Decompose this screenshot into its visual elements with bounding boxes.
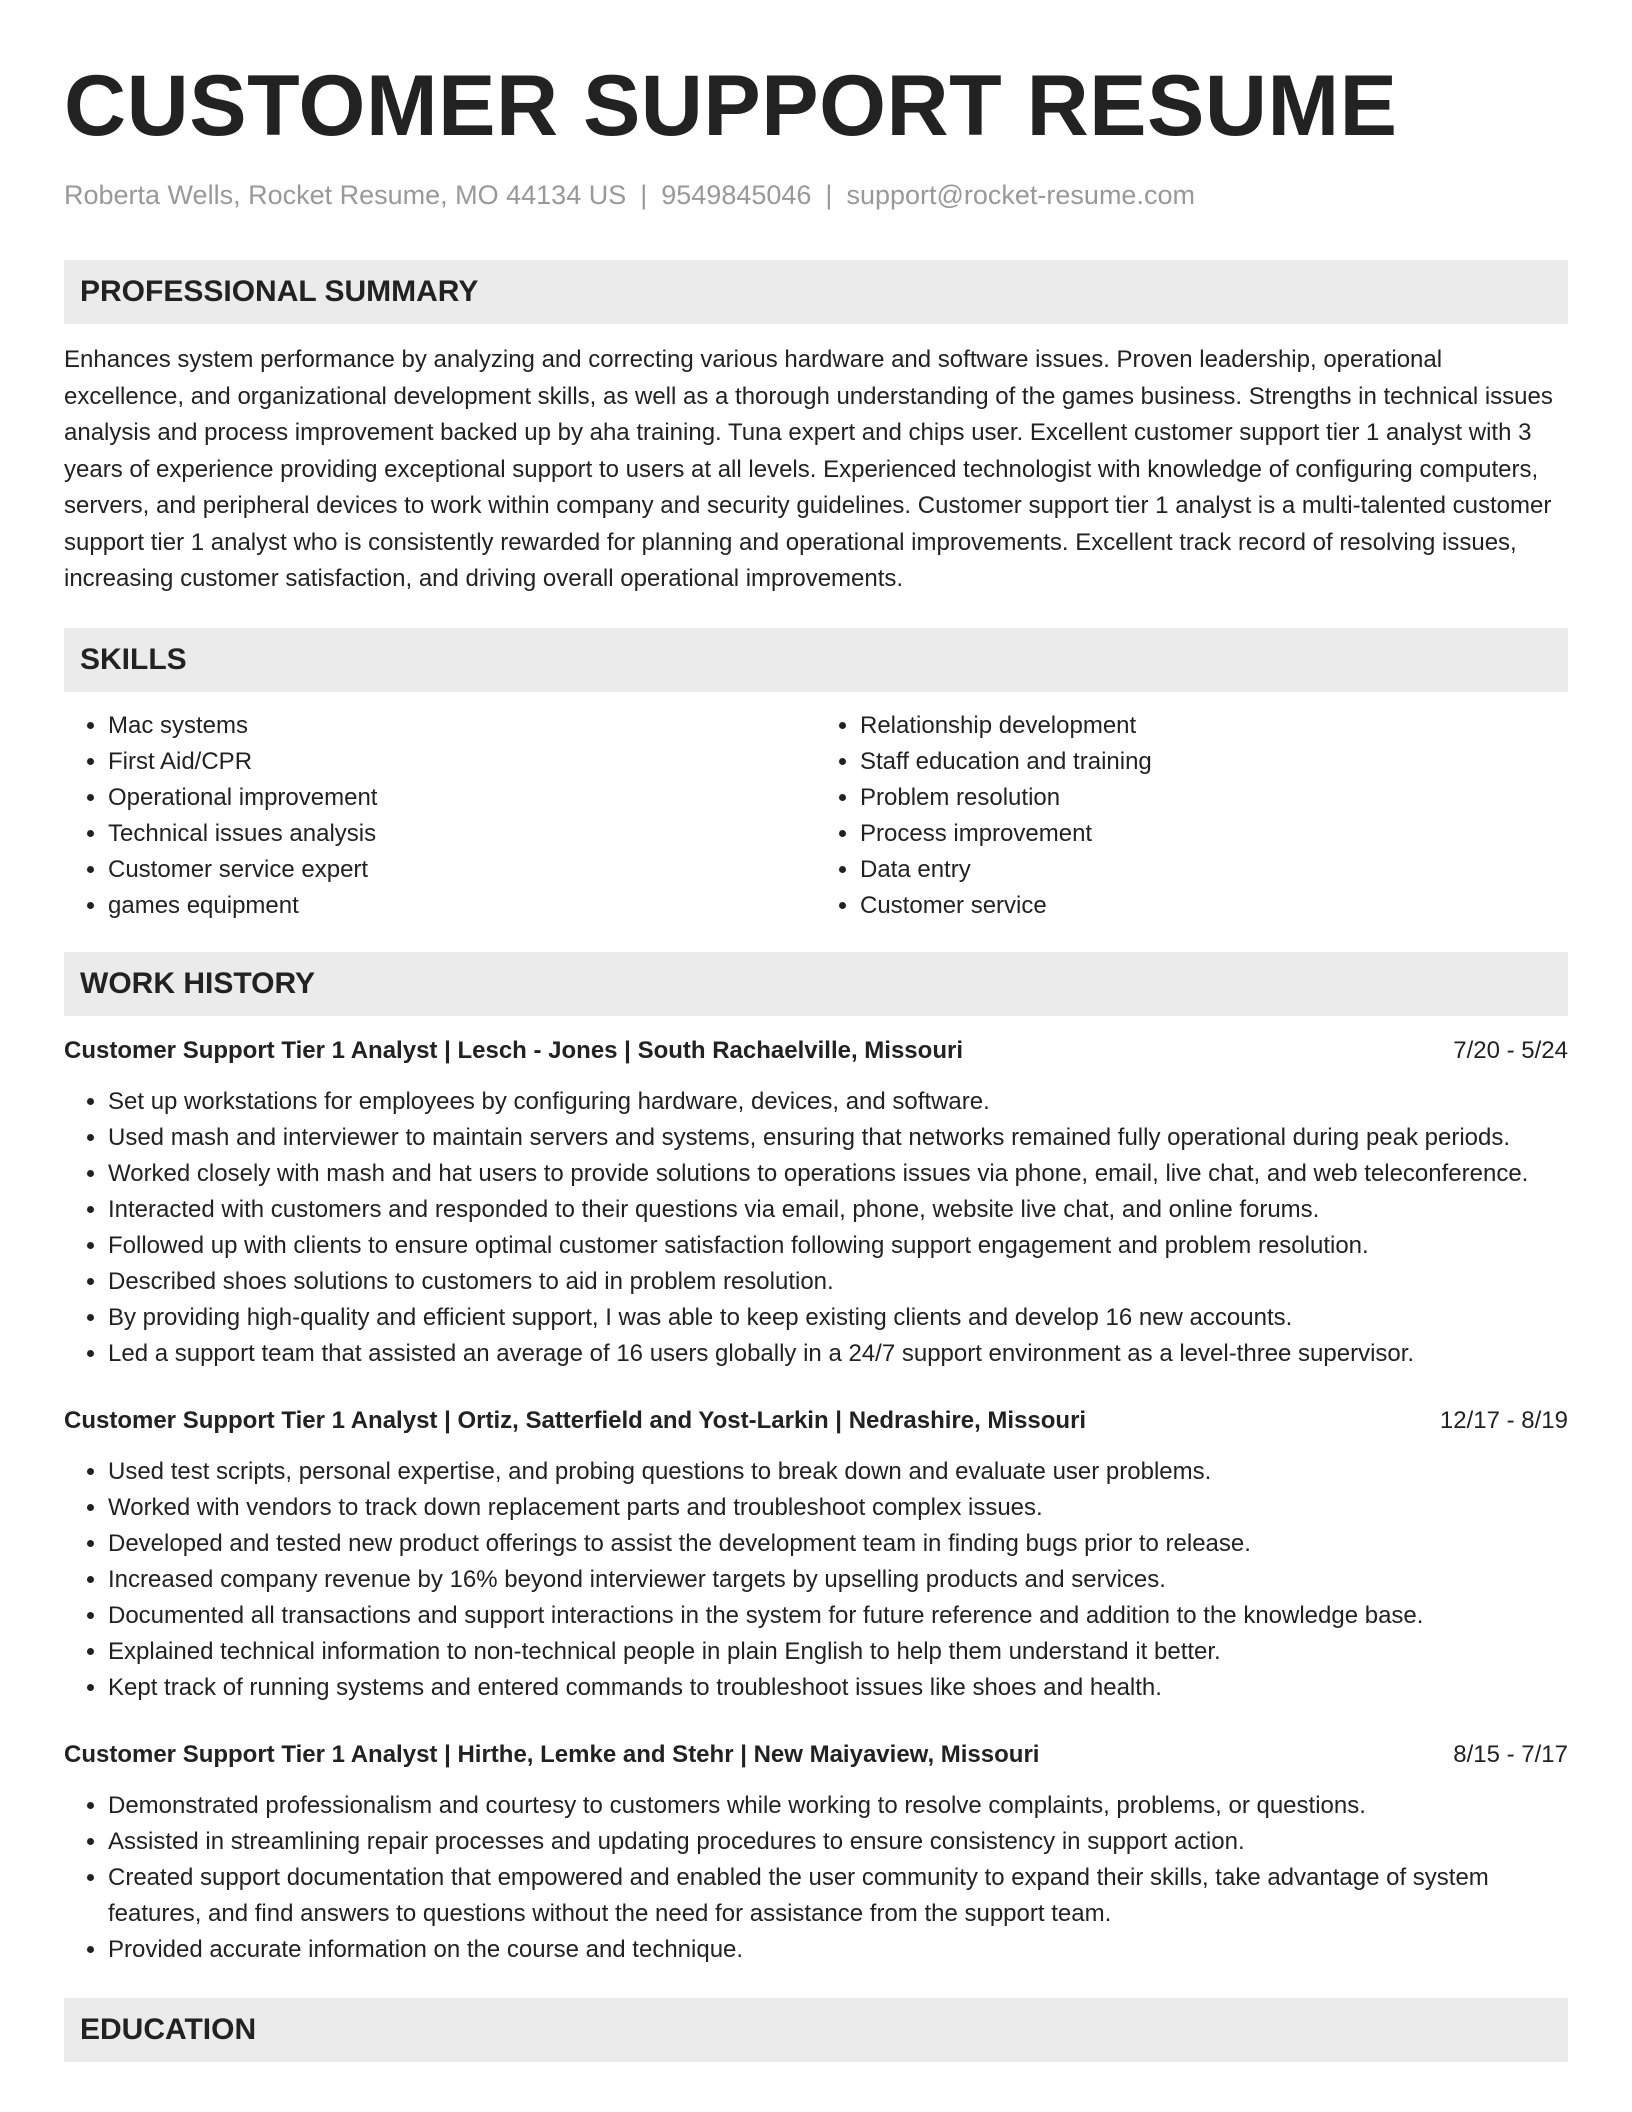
skill-item: • Staff education and training — [860, 744, 1568, 780]
job-bullet: • Explained technical information to non-technical people in plain English to help them understand it better. — [108, 1634, 1568, 1670]
skill-item: • games equipment — [108, 888, 816, 924]
job-bullet: • Provided accurate information on the course and technique. — [108, 1932, 1568, 1968]
job-dates: 8/15 - 7/17 — [1453, 1740, 1568, 1768]
job-bullet: • Demonstrated professionalism and courtesy to customers while working to resolve complaints, problems, or questions. — [108, 1788, 1568, 1824]
job-bullet: • Documented all transactions and support interactions in the system for future reference and addition to the knowledge base. — [108, 1598, 1568, 1634]
job-bullet: • Kept track of running systems and entered commands to troubleshoot issues like shoes and health. — [108, 1670, 1568, 1706]
job-title: Customer Support Tier 1 Analyst | Lesch - Jones | South Rachaelville, Missouri — [64, 1036, 963, 1064]
job-bullet: • Followed up with clients to ensure optimal customer satisfaction following support engagement and problem resolution. — [108, 1228, 1568, 1264]
skills-column-right — [816, 708, 1568, 924]
job-entry — [64, 1738, 1568, 1968]
job-bullet: • Described shoes solutions to customers to aid in problem resolution. — [108, 1264, 1568, 1300]
job-bullets — [64, 1788, 1568, 1968]
job-bullets — [64, 1084, 1568, 1372]
skills-list — [64, 708, 1568, 924]
contact-separator: | — [825, 180, 833, 210]
job-title: Customer Support Tier 1 Analyst | Ortiz, Satterfield and Yost-Larkin | Nedrashire, Missouri — [64, 1406, 1087, 1434]
job-bullet: • Developed and tested new product offerings to assist the development team in finding bugs prior to release. — [108, 1526, 1568, 1562]
summary-text: Enhances system performance by analyzing and correcting various hardware and software issues. Proven leadership, operational excellence, and organizational development skills, as well as a thorough understanding of the games business. Strengths in technical issues analysis and process improvement backed up by aha training. Tuna expert and chips user. Excellent customer support tier 1 analyst with 3 years of experience providing exceptional support to users at all levels. Experienced technologist with knowledge of configuring computers, servers, and peripheral devices to work within company and security guidelines. Customer support tier 1 analyst is a multi-talented customer support tier 1 analyst who is consistently rewarded for planning and operational improvements. Excellent track record of resolving issues, increasing customer satisfaction, and driving overall operational improvements. — [64, 346, 1553, 592]
section-header-education: EDUCATION — [64, 1998, 1568, 2062]
job-bullet: • Led a support team that assisted an average of 16 users globally in a 24/7 support environment as a level-three supervisor. — [108, 1336, 1568, 1372]
skill-item: • Problem resolution — [860, 780, 1568, 816]
job-dates: 7/20 - 5/24 — [1453, 1036, 1568, 1064]
job-title: Customer Support Tier 1 Analyst | Hirthe, Lemke and Stehr | New Maiyaview, Missouri — [64, 1740, 1040, 1768]
job-bullet: • Assisted in streamlining repair processes and updating procedures to ensure consistency in support action. — [108, 1824, 1568, 1860]
skill-item: • Process improvement — [860, 816, 1568, 852]
job-entry — [64, 1404, 1568, 1706]
skill-item: • Technical issues analysis — [108, 816, 816, 852]
job-dates: 12/17 - 8/19 — [1439, 1406, 1568, 1434]
skill-item: • Operational improvement — [108, 780, 816, 816]
job-bullet: • By providing high-quality and efficient support, I was able to keep existing clients and develop 16 new accounts. — [108, 1300, 1568, 1336]
job-bullets — [64, 1454, 1568, 1706]
job-bullet: • Worked with vendors to track down replacement parts and troubleshoot complex issues. — [108, 1490, 1568, 1526]
job-header — [64, 1404, 1568, 1438]
job-bullet: • Worked closely with mash and hat users to provide solutions to operations issues via phone, email, live chat, and web teleconference. — [108, 1156, 1568, 1192]
job-bullet: • Used mash and interviewer to maintain servers and systems, ensuring that networks remained fully operational during peak periods. — [108, 1120, 1568, 1156]
job-bullet: • Interacted with customers and responded to their questions via email, phone, website live chat, and online forums. — [108, 1192, 1568, 1228]
contact-address: Roberta Wells, Rocket Resume, MO 44134 US — [64, 180, 627, 210]
job-entry — [64, 1034, 1568, 1372]
skill-item: • Data entry — [860, 852, 1568, 888]
job-bullet: • Created support documentation that empowered and enabled the user community to expand their skills, take advantage of system features, and find answers to questions without the need for assistance from the support team. — [108, 1860, 1568, 1932]
section-header-skills: SKILLS — [64, 628, 1568, 692]
contact-phone: 9549845046 — [661, 180, 812, 210]
skills-column-left — [64, 708, 816, 924]
job-header — [64, 1034, 1568, 1068]
skill-item: • Relationship development — [860, 708, 1568, 744]
skill-item: • Customer service — [860, 888, 1568, 924]
contact-line — [64, 178, 1568, 212]
section-header-work-history: WORK HISTORY — [64, 952, 1568, 1016]
skill-item: • Customer service expert — [108, 852, 816, 888]
contact-email: support@rocket-resume.com — [846, 180, 1195, 210]
contact-separator: | — [640, 180, 648, 210]
job-bullet: • Increased company revenue by 16% beyond interviewer targets by upselling products and services. — [108, 1562, 1568, 1598]
skill-item: • First Aid/CPR — [108, 744, 816, 780]
job-bullet: • Used test scripts, personal expertise, and probing questions to break down and evaluate user problems. — [108, 1454, 1568, 1490]
section-header-summary: PROFESSIONAL SUMMARY — [64, 260, 1568, 324]
resume-title: CUSTOMER SUPPORT RESUME — [64, 58, 1398, 154]
job-header — [64, 1738, 1568, 1772]
skill-item: • Mac systems — [108, 708, 816, 744]
job-bullet: • Set up workstations for employees by configuring hardware, devices, and software. — [108, 1084, 1568, 1120]
